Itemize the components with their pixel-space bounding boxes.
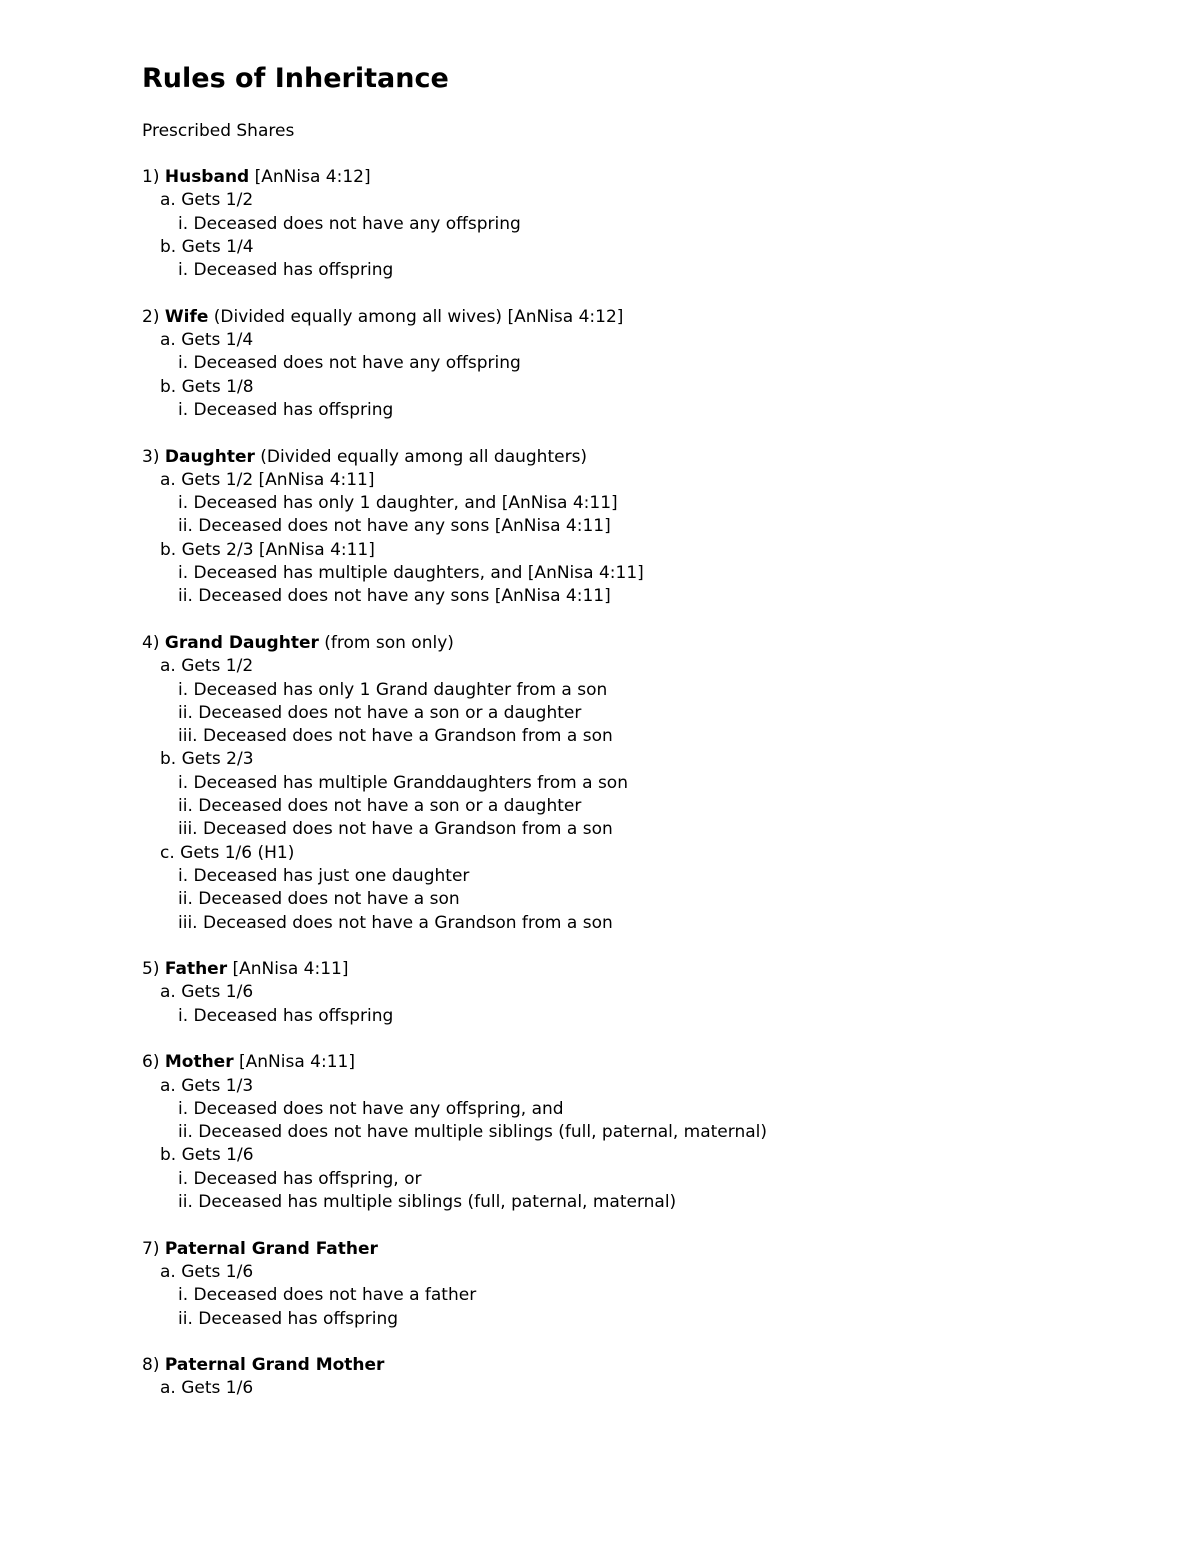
rule-heading <box>142 166 1142 189</box>
heir-name: Daughter <box>164 446 255 467</box>
share-condition: iii. Deceased does not have a Grandson from a son <box>178 912 613 933</box>
share-condition: ii. Deceased does not have a son <box>178 889 460 910</box>
share-condition: ii. Deceased has multiple siblings (full, paternal, maternal) <box>178 1192 677 1213</box>
share-condition: i. Deceased has only 1 daughter, and [AnNisa 4:11] <box>178 493 618 514</box>
rule-section <box>142 306 1142 422</box>
rule-heading <box>142 306 1142 329</box>
share-condition: i. Deceased has offspring <box>178 399 394 420</box>
rule-number: 4) <box>142 632 165 653</box>
rule-heading <box>142 1051 1142 1074</box>
share-item: a. Gets 1/6 <box>160 1261 254 1282</box>
heir-name: Paternal Grand Father <box>164 1238 378 1259</box>
share-condition: i. Deceased has offspring, or <box>178 1168 422 1189</box>
share-condition: i. Deceased has multiple daughters, and [AnNisa 4:11] <box>178 563 644 584</box>
share-condition: ii. Deceased does not have any sons [AnNisa 4:11] <box>178 516 611 537</box>
heir-note: (Divided equally among all wives) [AnNisa 4:12] <box>208 306 624 327</box>
share-item: b. Gets 1/4 <box>160 236 254 257</box>
share-item: b. Gets 1/6 <box>160 1145 254 1166</box>
rule-number: 1) <box>142 167 165 187</box>
share-condition: iii. Deceased does not have a Grandson from a son <box>178 726 613 747</box>
share-condition: ii. Deceased does not have a son or a daughter <box>178 702 582 723</box>
rule-section <box>142 1238 1142 1331</box>
heir-name: Husband <box>164 167 250 187</box>
heir-note: [AnNisa 4:12] <box>249 167 371 187</box>
rule-section <box>142 446 1142 609</box>
share-item: c. Gets 1/6 (H1) <box>160 842 295 863</box>
heir-note: (from son only) <box>318 632 454 653</box>
share-condition: i. Deceased does not have any offspring <box>178 353 521 374</box>
share-condition: i. Deceased has only 1 Grand daughter from a son <box>178 679 608 700</box>
rule-number: 7) <box>142 1238 165 1259</box>
rule-number: 5) <box>142 959 165 980</box>
share-item: b. Gets 2/3 [AnNisa 4:11] <box>160 539 375 560</box>
heir-name: Mother <box>164 1052 234 1073</box>
share-condition: i. Deceased has multiple Granddaughters from a son <box>178 772 628 793</box>
share-item: a. Gets 1/3 <box>160 1075 254 1096</box>
share-condition: i. Deceased does not have a father <box>178 1285 477 1306</box>
heir-name: Father <box>164 959 228 980</box>
rule-section <box>142 166 1142 282</box>
rule-heading <box>142 632 1142 655</box>
rule-number: 3) <box>142 446 165 467</box>
heir-note: [AnNisa 4:11] <box>233 1052 355 1073</box>
rule-heading <box>142 958 1142 981</box>
share-condition: ii. Deceased does not have any sons [AnNisa 4:11] <box>178 586 611 607</box>
share-item: a. Gets 1/2 <box>160 190 254 211</box>
rule-heading <box>142 1238 1142 1261</box>
share-item: b. Gets 1/8 <box>160 376 254 397</box>
heir-name: Wife <box>164 306 209 327</box>
heir-note: [AnNisa 4:11] <box>227 959 349 980</box>
share-condition: i. Deceased does not have any offspring, and <box>178 1098 564 1119</box>
rule-section <box>142 958 1142 1028</box>
heir-note: (Divided equally among all daughters) <box>254 446 588 467</box>
share-item: a. Gets 1/4 <box>160 330 254 351</box>
share-condition: iii. Deceased does not have a Grandson from a son <box>178 819 613 840</box>
share-item: a. Gets 1/2 [AnNisa 4:11] <box>160 469 375 490</box>
share-condition: i. Deceased has just one daughter <box>178 865 470 886</box>
rule-number: 6) <box>142 1052 165 1073</box>
document-page <box>142 60 1142 1424</box>
rules-list <box>142 166 1142 1401</box>
rule-heading <box>142 1354 1142 1377</box>
share-condition: i. Deceased has offspring <box>178 1005 394 1026</box>
rule-number: 8) <box>142 1355 165 1376</box>
share-condition: ii. Deceased does not have a son or a daughter <box>178 796 582 817</box>
rule-number: 2) <box>142 306 165 327</box>
heir-name: Grand Daughter <box>164 632 319 653</box>
heir-name: Paternal Grand Mother <box>164 1355 385 1376</box>
share-condition: i. Deceased does not have any offspring <box>178 213 521 234</box>
document-title: Rules of Inheritance <box>142 63 449 94</box>
share-item: a. Gets 1/2 <box>160 656 254 677</box>
rule-section <box>142 1354 1142 1401</box>
rule-section <box>142 632 1142 935</box>
share-condition: ii. Deceased does not have multiple siblings (full, paternal, maternal) <box>178 1122 768 1143</box>
share-item: a. Gets 1/6 <box>160 982 254 1003</box>
share-condition: ii. Deceased has offspring <box>178 1308 399 1329</box>
share-item: a. Gets 1/6 <box>160 1378 254 1399</box>
rule-section <box>142 1051 1142 1214</box>
share-item: b. Gets 2/3 <box>160 749 254 770</box>
share-condition: i. Deceased has offspring <box>178 260 394 281</box>
document-subtitle: Prescribed Shares <box>142 121 295 141</box>
rule-heading <box>142 446 1142 469</box>
